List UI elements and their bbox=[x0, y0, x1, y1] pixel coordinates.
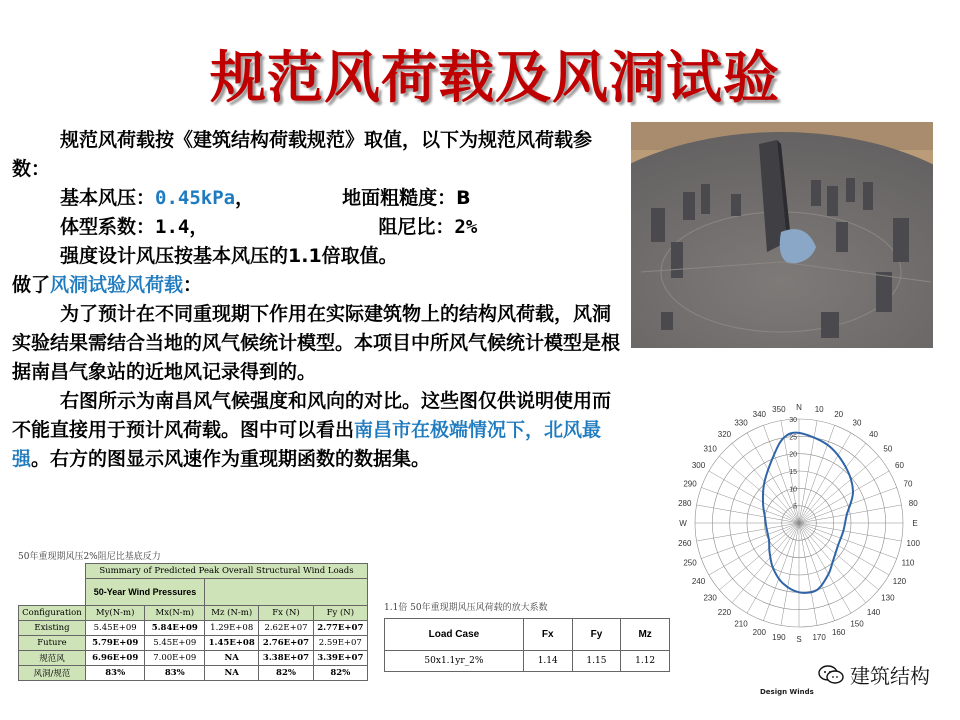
radial-tick-label: 30 bbox=[789, 417, 797, 424]
predict-paragraph: 为了预计在不同重现期下作用在实际建筑物上的结构风荷载，风洞实验结果需结合当地的风气候统计模型。本项目中所风气候统计模型是根据南昌气象站的近地风记录得到的。 bbox=[12, 303, 621, 383]
wind-pressure-label: 基本风压： bbox=[60, 187, 156, 209]
angle-tick-label: 330 bbox=[734, 418, 748, 428]
radial-tick-label: 5 bbox=[793, 503, 797, 511]
wind-tunnel-model-photo bbox=[631, 122, 933, 348]
angle-tick-label: 290 bbox=[683, 479, 697, 489]
wind-load-table bbox=[18, 563, 368, 681]
table-cell: 1.29E+08 bbox=[205, 621, 259, 636]
tunnel-suffix: ： bbox=[183, 274, 203, 296]
table-cell: 82% bbox=[330, 668, 351, 678]
angle-tick-label: 240 bbox=[691, 577, 706, 586]
table1-col: Fy (N) bbox=[313, 606, 367, 621]
table-cell: 5.45E+09 bbox=[85, 621, 145, 636]
tunnel-line bbox=[12, 271, 620, 300]
north-wind-highlight: 南昌市在极端情况下，北风最强 bbox=[12, 419, 602, 470]
roughness-label: 地面粗糙度： bbox=[342, 187, 457, 209]
table-cell: 3.38E+07 bbox=[262, 653, 310, 663]
angle-tick-label: 50 bbox=[883, 444, 893, 454]
table-cell: NA bbox=[224, 653, 239, 663]
table-cell: 5.79E+09 bbox=[92, 638, 139, 648]
table-cell: 50x1.1yr_2% bbox=[385, 651, 524, 672]
angle-tick-label: 300 bbox=[691, 461, 706, 470]
angle-tick-label: 80 bbox=[908, 498, 918, 508]
right-figure-text: 右图所示为南昌风气候强度和风向的对比。这些图仅供说明使用而不能直接用于预计风荷载。图中可以看出 bbox=[12, 390, 612, 441]
angle-tick-label: 70 bbox=[903, 479, 913, 489]
angle-tick-label: 120 bbox=[892, 577, 907, 586]
table-cell: 82% bbox=[276, 668, 296, 678]
wind-pressure-line bbox=[12, 184, 620, 213]
watermark-text: 建筑结构 bbox=[850, 664, 930, 688]
angle-tick-label: 190 bbox=[772, 633, 786, 643]
wind-rose-caption: Design Winds bbox=[760, 688, 814, 696]
shape-damping-line bbox=[12, 213, 620, 242]
table-cell: 83% bbox=[105, 668, 126, 678]
right-figure-paragraph bbox=[12, 387, 620, 474]
angle-tick-label: 30 bbox=[852, 418, 862, 428]
table-cell: 5.45E+09 bbox=[145, 636, 205, 651]
angle-tick-label: 60 bbox=[895, 461, 904, 470]
table1-header-row bbox=[19, 606, 368, 621]
table-cell: 6.96E+09 bbox=[92, 653, 139, 663]
radial-tick-label: 25 bbox=[789, 434, 797, 442]
table-cell: Future bbox=[19, 636, 86, 651]
table1-group-header: 50-Year Wind Pressures bbox=[85, 579, 204, 606]
table2-header-row bbox=[385, 619, 670, 651]
angle-tick-label: 130 bbox=[881, 593, 895, 603]
wind-rose-chart bbox=[668, 395, 930, 657]
table-cell: 5.84E+09 bbox=[151, 623, 198, 633]
table2-col: Load Case bbox=[385, 619, 524, 651]
design-wind-curve bbox=[763, 433, 853, 593]
table-cell: 1.14 bbox=[523, 651, 572, 672]
table-cell: 2.77E+07 bbox=[317, 623, 364, 633]
angle-tick-label: 200 bbox=[752, 628, 767, 638]
angle-tick-label: 10 bbox=[814, 404, 824, 414]
radial-tick-label: 20 bbox=[789, 451, 797, 459]
table-cell: 2.59E+07 bbox=[313, 636, 367, 651]
table-row bbox=[19, 636, 368, 651]
angle-tick-label: N bbox=[796, 403, 802, 412]
wechat-icon bbox=[818, 665, 844, 685]
table1-col: Mz (N-m) bbox=[205, 606, 259, 621]
comma: ， bbox=[189, 216, 209, 238]
angle-tick-label: 310 bbox=[703, 444, 717, 454]
angle-tick-label: 340 bbox=[752, 409, 767, 419]
angle-tick-label: 260 bbox=[678, 539, 692, 549]
damping-label: 阻尼比： bbox=[378, 216, 455, 238]
shape-value: 1.4 bbox=[155, 216, 190, 238]
table-row bbox=[385, 651, 670, 672]
tunnel-highlight: 风洞试验风荷载 bbox=[50, 274, 184, 296]
radial-tick-label: 10 bbox=[789, 486, 797, 494]
intro-paragraph: 规范风荷载按《建筑结构荷载规范》取值，以下为规范风荷载参数： bbox=[12, 129, 593, 180]
angle-tick-label: 20 bbox=[834, 409, 844, 419]
wind-pressure-value: 0.45kPa bbox=[155, 187, 236, 209]
table1-col: Fx (N) bbox=[259, 606, 313, 621]
angle-tick-label: 350 bbox=[772, 404, 786, 414]
angle-tick-label: 250 bbox=[683, 558, 697, 568]
table-row bbox=[19, 651, 368, 666]
table-cell: 2.76E+07 bbox=[262, 638, 310, 648]
table1-caption: Summary of Predicted Peak Overall Structural Wind Loads bbox=[85, 564, 367, 579]
table-cell: 风洞/规范 bbox=[19, 666, 86, 681]
table-row bbox=[19, 666, 368, 681]
comma: ， bbox=[235, 187, 255, 209]
angle-tick-label: W bbox=[679, 519, 687, 528]
table-cell: Existing bbox=[19, 621, 86, 636]
table-cell: NA bbox=[224, 668, 239, 678]
angle-tick-label: 160 bbox=[831, 628, 846, 638]
body-text bbox=[12, 126, 620, 474]
table-cell: 83% bbox=[164, 668, 185, 678]
angle-tick-label: 140 bbox=[866, 607, 881, 617]
table-cell: 1.15 bbox=[572, 651, 621, 672]
angle-tick-label: 100 bbox=[906, 539, 920, 549]
table2-title: 1.1倍 50年重现期风压风荷载的放大系数 bbox=[384, 603, 548, 613]
table2-col: Fy bbox=[572, 619, 621, 651]
angle-tick-label: S bbox=[796, 635, 802, 644]
table-cell: 规范风 bbox=[19, 651, 86, 666]
roughness-value: B bbox=[456, 187, 471, 209]
table1-col: My(N-m) bbox=[85, 606, 145, 621]
angle-tick-label: 110 bbox=[901, 558, 915, 568]
tunnel-prefix: 做了 bbox=[12, 274, 51, 296]
angle-tick-label: 150 bbox=[850, 619, 864, 629]
table2-col: Mz bbox=[621, 619, 670, 651]
watermark bbox=[818, 660, 930, 689]
angle-tick-label: 40 bbox=[869, 430, 879, 440]
table1-col: Mx(N-m) bbox=[145, 606, 205, 621]
right-figure-text-end: 。右方的图显示风速作为重现期函数的数据集。 bbox=[31, 448, 431, 470]
angle-tick-label: 210 bbox=[734, 619, 748, 629]
table1-col: Configuration bbox=[19, 606, 86, 621]
table1-title: 50年重现期风压2%阻尼比基底反力 bbox=[18, 552, 161, 562]
angle-tick-label: 220 bbox=[717, 607, 732, 617]
table-cell: 7.00E+09 bbox=[145, 651, 205, 666]
shape-label: 体型系数： bbox=[60, 216, 156, 238]
damping-value: 2% bbox=[454, 216, 478, 238]
table-cell: 1.45E+08 bbox=[208, 638, 255, 648]
amplification-table bbox=[384, 618, 670, 672]
angle-tick-label: 170 bbox=[812, 633, 826, 643]
radial-tick-label: 15 bbox=[789, 469, 797, 476]
angle-tick-label: 320 bbox=[717, 430, 732, 440]
angle-tick-label: E bbox=[912, 519, 918, 528]
strength-line: 强度设计风压按基本风压的1.1倍取值。 bbox=[60, 245, 398, 267]
angle-tick-label: 280 bbox=[678, 498, 692, 508]
table2-col: Fx bbox=[523, 619, 572, 651]
table-cell: 2.62E+07 bbox=[259, 621, 313, 636]
angle-tick-label: 230 bbox=[703, 593, 717, 603]
page-title: 规范风荷载及风洞试验 bbox=[210, 46, 780, 111]
table-row bbox=[19, 621, 368, 636]
table-cell: 3.39E+07 bbox=[317, 653, 364, 663]
table-cell: 1.12 bbox=[621, 651, 670, 672]
